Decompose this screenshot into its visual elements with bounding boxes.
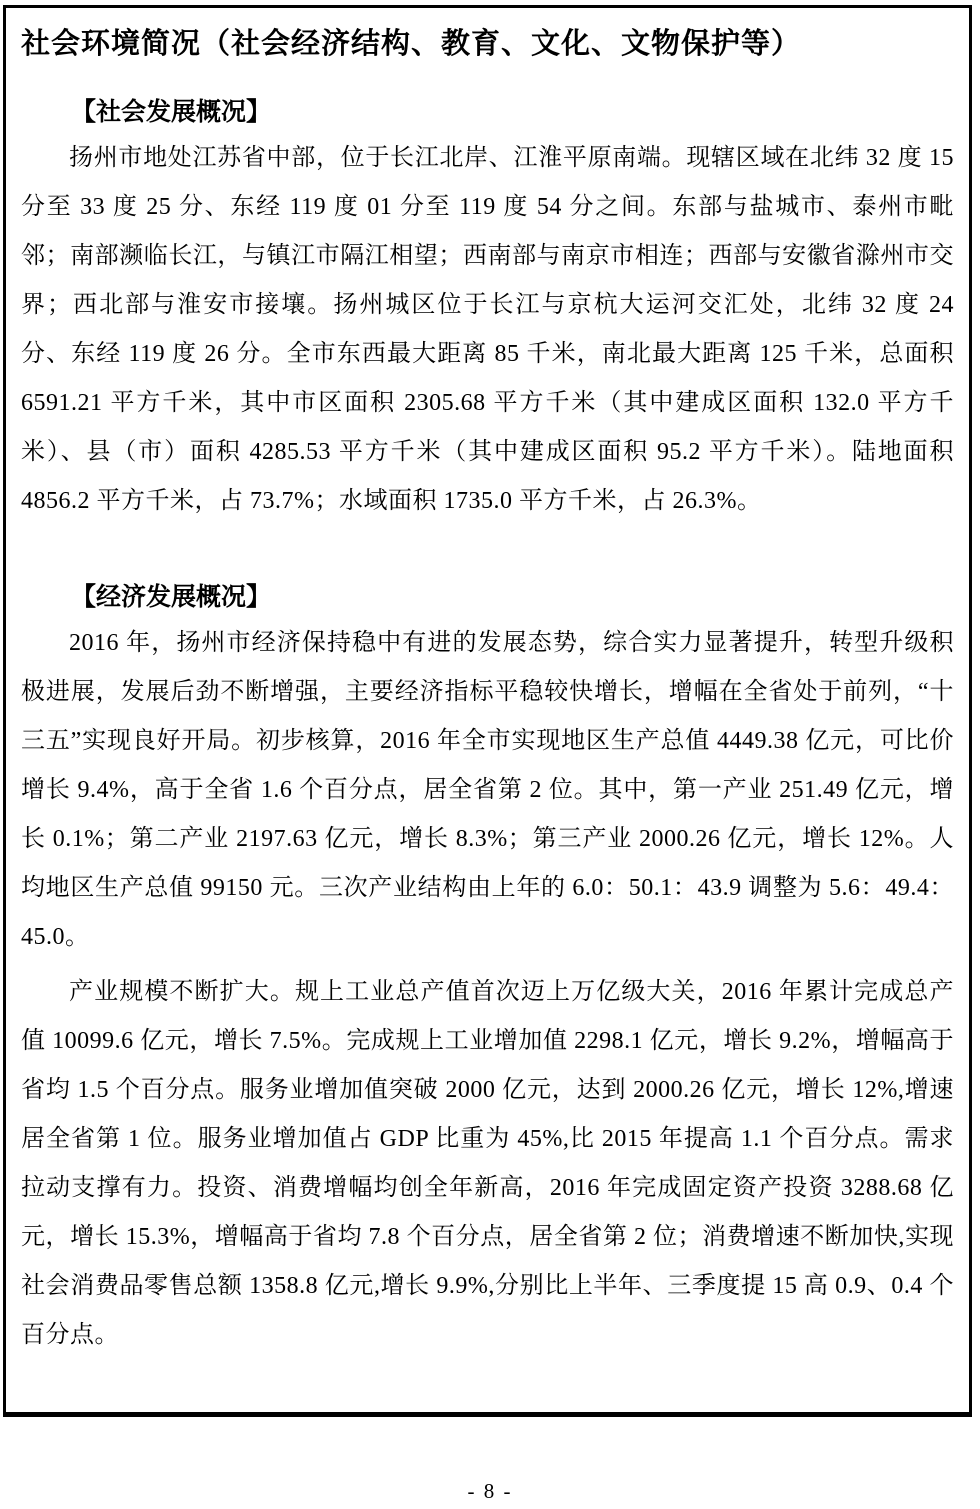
page-number: - 8 - [467,1479,513,1503]
section-heading-economic-development: 【经济发展概况】 [71,583,272,611]
document-title: 社会环境简况（社会经济结构、教育、文化、文物保护等） [21,28,802,60]
paragraph-social-overview: 扬州市地处江苏省中部，位于长江北岸、江淮平原南端。现辖区域在北纬 32 度 15 分至 33 度 25 分、东经 119 度 01 分至 119 度 54 分之间。东部与盐城市、泰州市毗邻；南部濒临长江，与镇江市隔江相望；西南部与南京市相连；西部与安徽省滁州市交界；西北部与淮安市接壤。扬州城区位于长江与京杭大运河交汇处，北纬 32 度 24 分、东经 119 度 26 分。全市东西最大距离 85 千米，南北最大距离 125 千米，总面积 6591.21 平方千米，其中市区面积 2305.68 平方千米（其中建成区面积 132.0 平方千米）、县（市）面积 4285.53 平方千米（其中建成区面积 95.2 平方千米）。陆地面积 4856.2 平方千米，占 73.7%；水域面积 1735.0 平方千米，占 26.3%。 [21,145,954,514]
paragraph-economic-overview: 2016 年，扬州市经济保持稳中有进的发展态势，综合实力显著提升，转型升级积极进展，发展后劲不断增强，主要经济指标平稳较快增长，增幅在全省处于前列，“十三五”实现良好开局。初步核算，2016 年全市实现地区生产总值 4449.38 亿元，可比价增长 9.4%，高于全省 1.6 个百分点，居全省第 2 位。其中，第一产业 251.49 亿元，增长 0.1%；第二产业 2197.63 亿元，增长 8.3%；第三产业 2000.26 亿元，增长 12%。人均地区生产总值 99150 元。三次产业结构由上年的 6.0：50.1：43.9 调整为 5.6：49.4：45.0。 [21,630,954,950]
paragraph-industry-scale: 产业规模不断扩大。规上工业总产值首次迈上万亿级大关，2016 年累计完成总产值 10099.6 亿元，增长 7.5%。完成规上工业增加值 2298.1 亿元，增长 9.2%，增幅高于省均 1.5 个百分点。服务业增加值突破 2000 亿元，达到 2000.26 亿元，增长 12%,增速居全省第 1 位。服务业增加值占 GDP 比重为 45%,比 2015 年提高 1.1 个百分点。需求拉动支撑有力。投资、消费增幅均创全年新高，2016 年完成固定资产投资 3288.68 亿元，增长 15.3%，增幅高于省均 7.8 个百分点，居全省第 2 位；消费增速不断加快,实现社会消费品零售总额 1358.8 亿元,增长 9.9%,分别比上半年、三季度提 15 高 0.9、0.4 个百分点。 [21,979,954,1348]
page-frame [3,5,972,1417]
section-heading-social-development: 【社会发展概况】 [71,98,272,126]
